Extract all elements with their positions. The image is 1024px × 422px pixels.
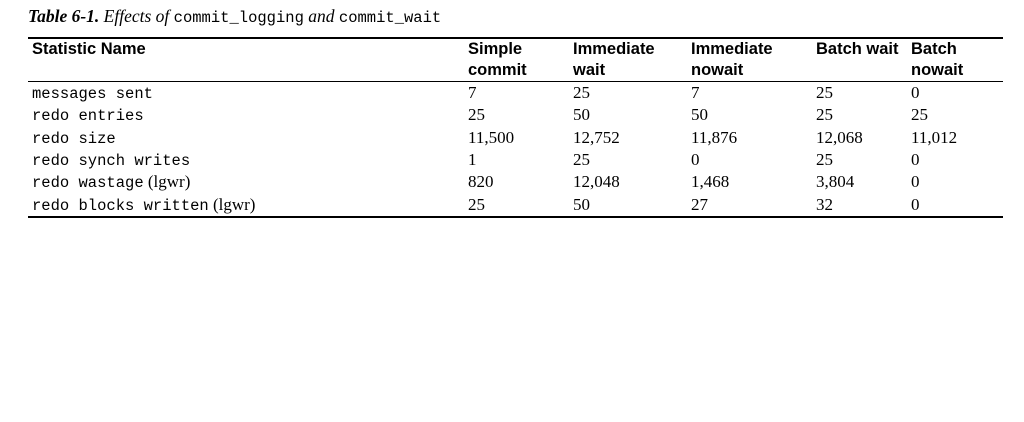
cell-statistic-name	[28, 171, 468, 193]
table-row	[28, 127, 1003, 149]
cell-statistic-name	[28, 149, 468, 171]
cell-immediate-wait: 12,048	[573, 172, 620, 192]
cell-batch-nowait: 25	[911, 105, 928, 125]
cell-batch-nowait: 0	[911, 82, 920, 102]
cell-batch-nowait: 11,012	[911, 127, 958, 147]
statistic-name-text: redo blocks written	[32, 196, 209, 215]
table-header	[28, 38, 1003, 82]
table-row	[28, 171, 1003, 193]
cell-simple-commit: 11,500	[468, 127, 515, 147]
caption-code-2: commit_wait	[338, 9, 442, 27]
cell-immediate-wait: 12,752	[573, 127, 620, 147]
cell-immediate-nowait: 11,876	[691, 127, 738, 147]
caption-code-1: commit_logging	[173, 9, 304, 27]
cell-statistic-name	[28, 104, 468, 126]
statistic-name-text: redo synch writes	[32, 151, 191, 170]
table-caption	[28, 6, 1004, 37]
statistic-name-text: redo size	[32, 129, 116, 148]
table-body	[28, 81, 1003, 217]
cell-batch-nowait: 0	[911, 172, 920, 192]
table-row	[28, 194, 1003, 217]
cell-immediate-nowait: 27	[691, 194, 708, 214]
cell-simple-commit: 820	[468, 172, 494, 192]
cell-batch-wait: 25	[816, 105, 833, 125]
table-header-row	[28, 38, 1003, 82]
cell-immediate-nowait: 0	[691, 149, 700, 169]
statistics-table	[28, 37, 1003, 218]
column-header-immediate-wait: Immediate wait	[573, 39, 655, 79]
cell-immediate-nowait: 1,468	[691, 172, 730, 192]
cell-immediate-wait: 50	[573, 194, 590, 214]
cell-immediate-wait: 25	[573, 82, 590, 102]
statistic-name-suffix: (lgwr)	[143, 172, 191, 192]
statistic-name-text: redo wastage	[32, 174, 144, 193]
statistic-name-text: redo entries	[32, 107, 144, 126]
cell-immediate-nowait: 7	[691, 82, 700, 102]
column-header-statistic-name: Statistic Name	[32, 39, 146, 58]
column-header-immediate-nowait: Immediate nowait	[691, 39, 773, 79]
cell-statistic-name	[28, 127, 468, 149]
cell-batch-nowait: 0	[911, 194, 920, 214]
column-header-batch-nowait: Batch nowait	[911, 39, 964, 79]
cell-immediate-nowait: 50	[691, 105, 708, 125]
column-header-simple-commit: Simple commit	[468, 39, 527, 79]
cell-simple-commit: 25	[468, 194, 485, 214]
table-row	[28, 149, 1003, 171]
cell-batch-wait: 25	[816, 149, 833, 169]
cell-batch-nowait: 0	[911, 149, 920, 169]
cell-immediate-wait: 50	[573, 105, 590, 125]
cell-batch-wait: 3,804	[816, 172, 855, 192]
cell-statistic-name	[28, 194, 468, 217]
cell-statistic-name	[28, 81, 468, 104]
table-row	[28, 81, 1003, 104]
statistic-name-text: messages sent	[32, 84, 153, 103]
caption-text-2: and	[308, 6, 335, 26]
caption-text-1: Effects of	[103, 6, 170, 26]
table-row	[28, 104, 1003, 126]
cell-simple-commit: 25	[468, 105, 485, 125]
cell-simple-commit: 1	[468, 149, 477, 169]
cell-batch-wait: 32	[816, 194, 833, 214]
cell-immediate-wait: 25	[573, 149, 590, 169]
cell-batch-wait: 12,068	[816, 127, 863, 147]
cell-simple-commit: 7	[468, 82, 477, 102]
caption-label: Table 6-1.	[28, 6, 100, 26]
column-header-batch-wait: Batch wait	[816, 39, 899, 58]
statistic-name-suffix: (lgwr)	[208, 194, 256, 214]
cell-batch-wait: 25	[816, 82, 833, 102]
